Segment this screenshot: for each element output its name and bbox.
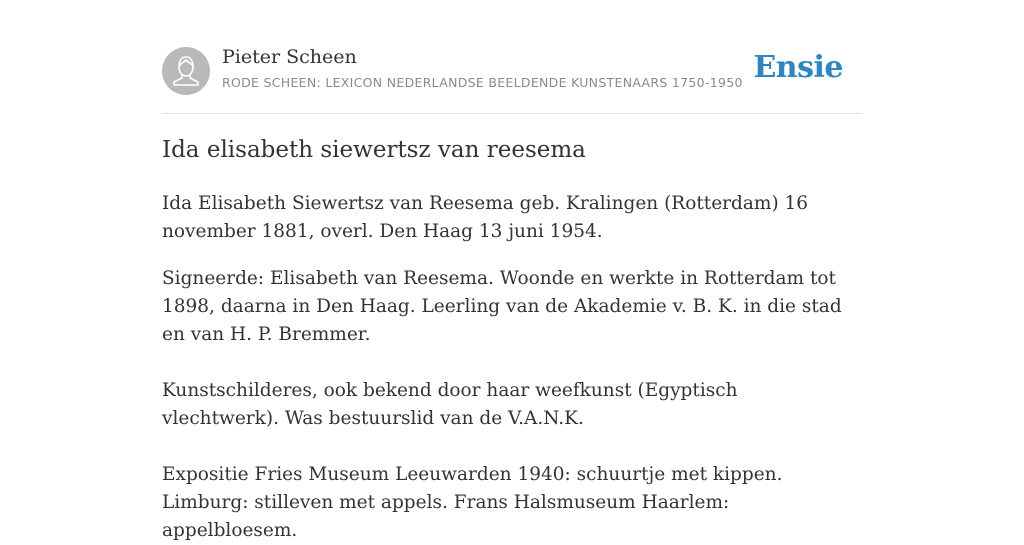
article-paragraph: Expositie Fries Museum Leeuwarden 1940: schuurtje met kippen. Limburg: stilleven met appels. Frans Halsmuseum Haarlem: appelbloesem. [162, 464, 783, 541]
author-name[interactable]: Pieter Scheen [222, 46, 357, 68]
paragraph-gap [162, 433, 852, 461]
article-body [162, 190, 852, 545]
author-avatar[interactable] [162, 47, 210, 95]
article-header [162, 46, 862, 96]
article-paragraph: Signeerde: Elisabeth van Reesema. Woonde en werkte in Rotterdam tot 1898, daarna in Den Haag. Leerling van de Akademie v. B. K. in die stad en van H. P. Bremmer. [162, 268, 842, 345]
page-title: Ida elisabeth siewertsz van reesema [162, 137, 586, 163]
source-title[interactable]: RODE SCHEEN: LEXICON NEDERLANDSE BEELDENDE KUNSTENAARS 1750-1950 [222, 75, 743, 90]
ensie-logo[interactable]: Ensie [753, 50, 843, 85]
article-paragraph: Kunstschilderes, ook bekend door haar weefkunst (Egyptisch vlechtwerk). Was bestuurslid van de V.A.N.K. [162, 380, 738, 429]
paragraph-gap [162, 349, 852, 377]
header-divider [162, 113, 862, 114]
article-paragraph: Ida Elisabeth Siewertsz van Reesema geb. Kralingen (Rotterdam) 16 november 1881, overl. Den Haag 13 juni 1954. [162, 193, 809, 242]
person-icon [162, 47, 210, 95]
